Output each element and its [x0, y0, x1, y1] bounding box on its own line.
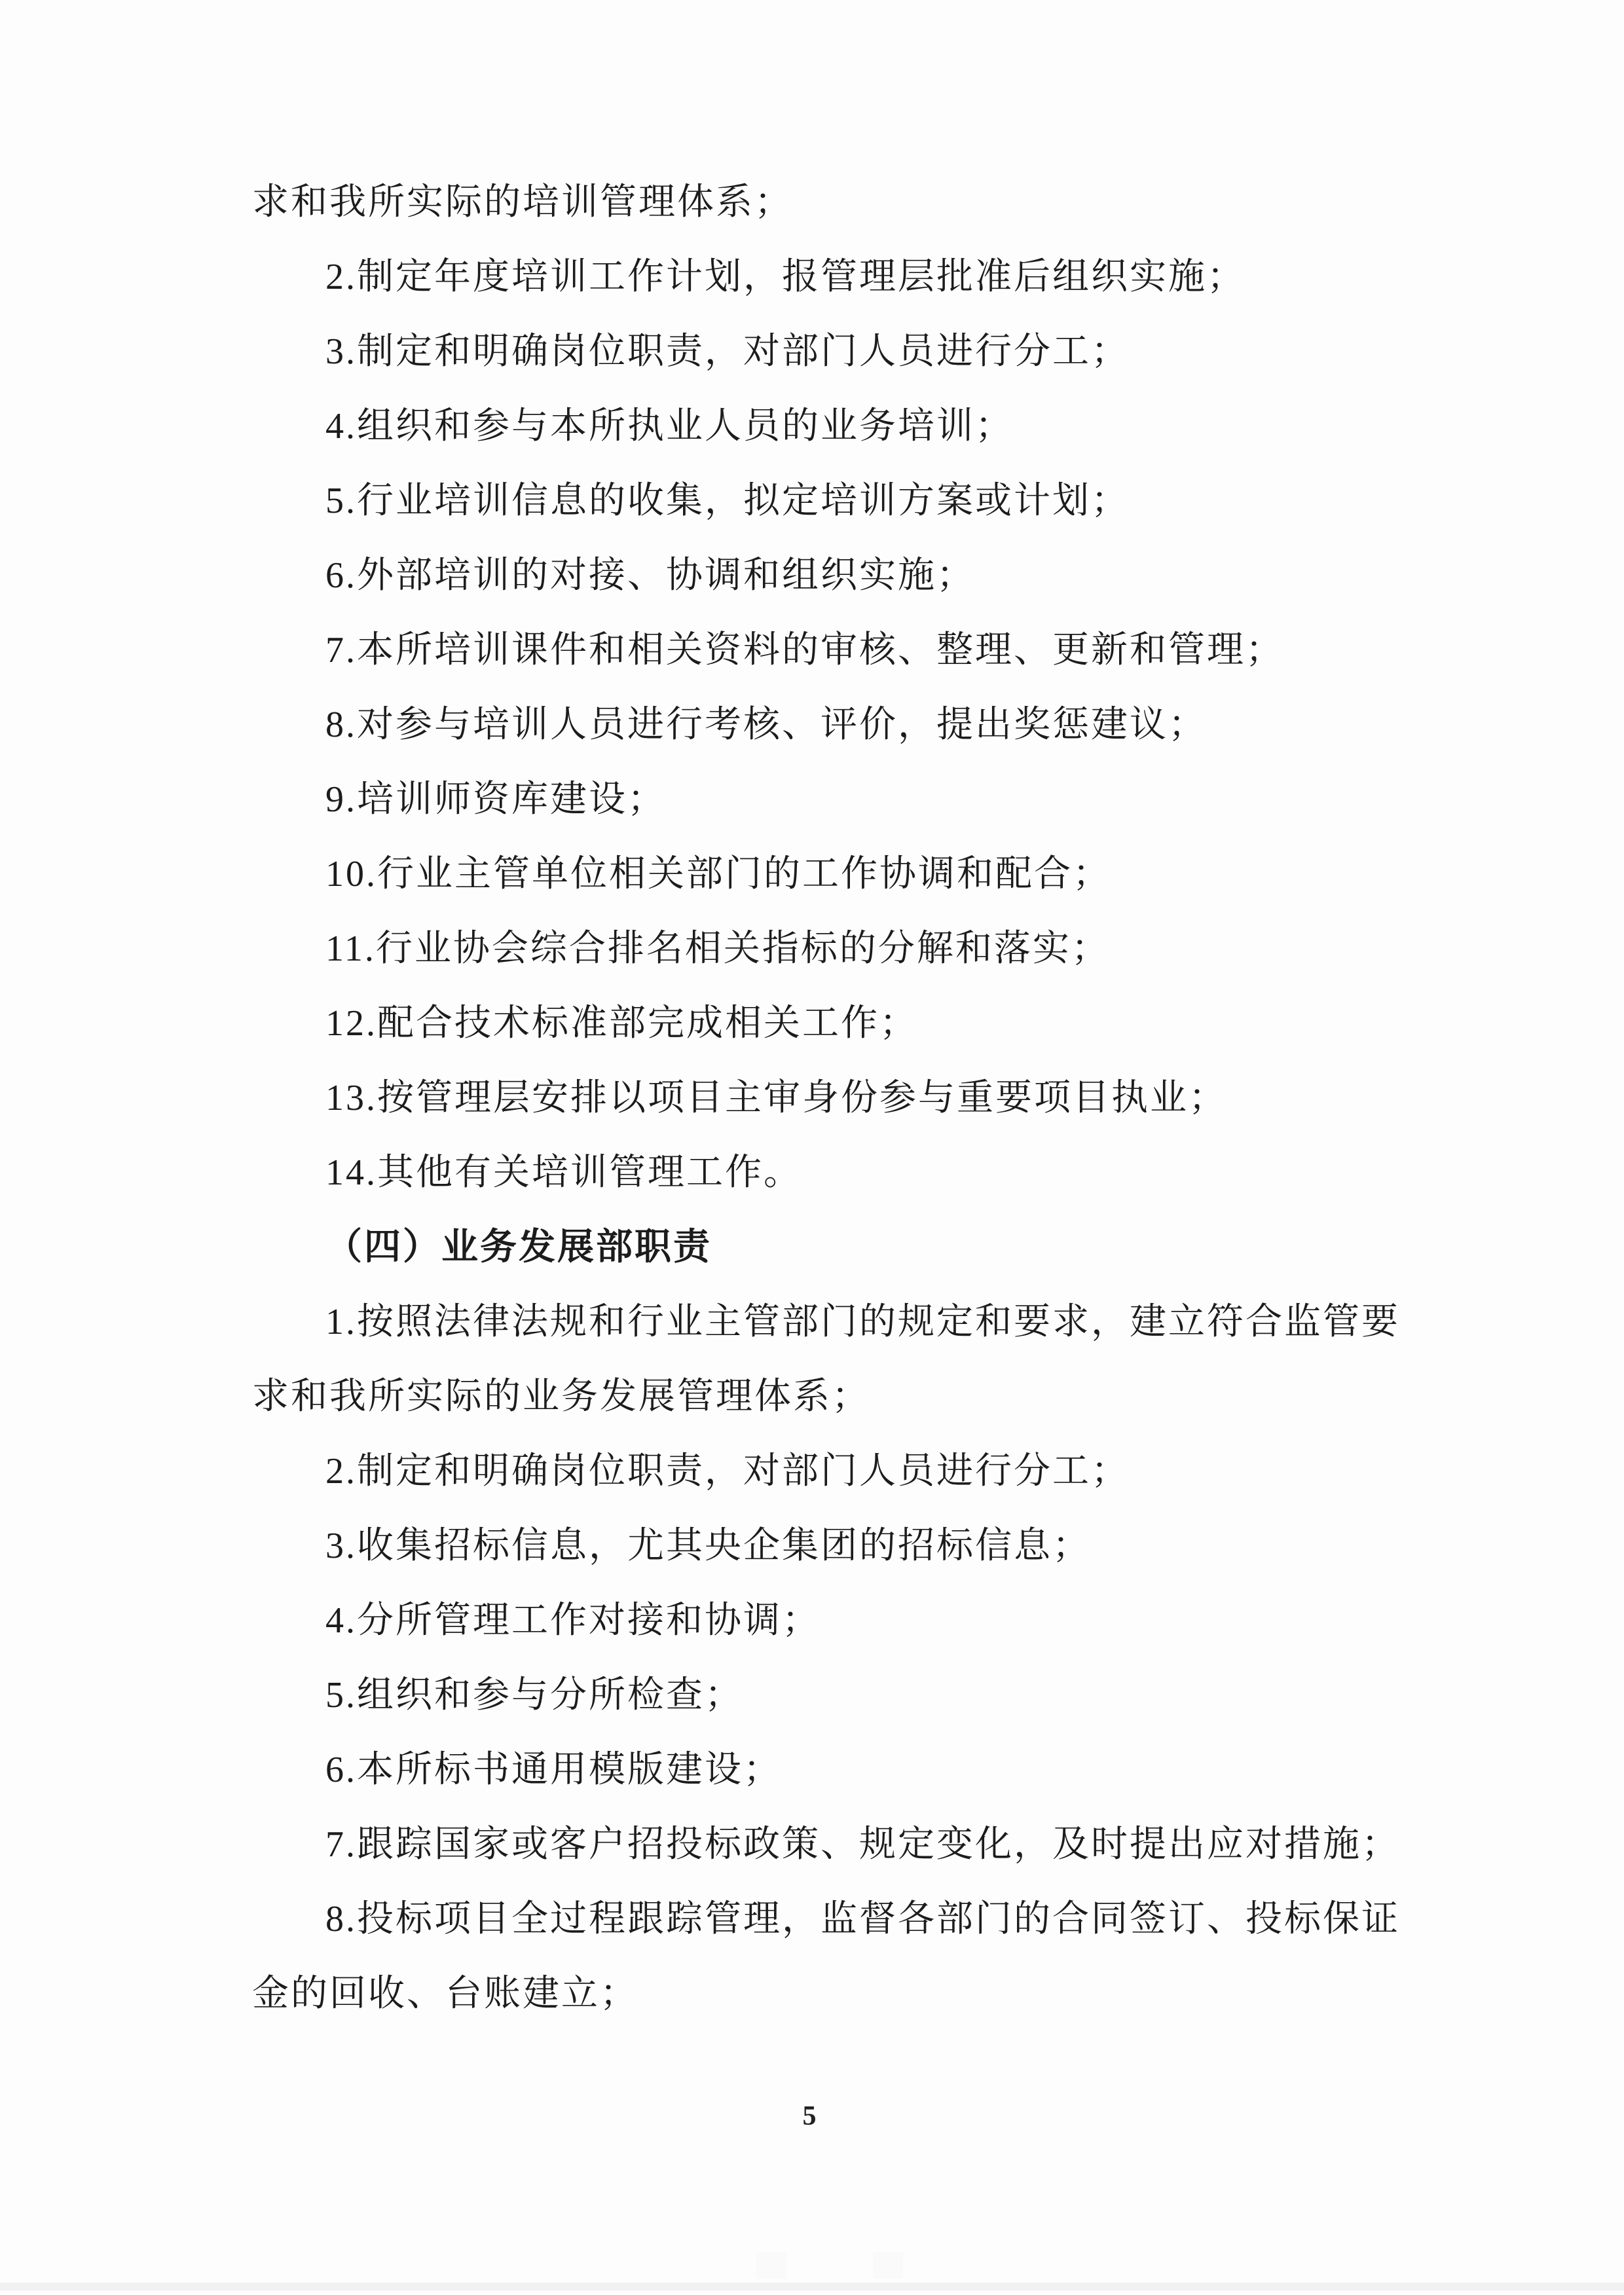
scan-artifact: [756, 2252, 786, 2279]
section-heading: （四）业务发展部职责: [325, 1227, 712, 1268]
document-body: [252, 165, 1506, 2031]
text-line: 求和我所实际的业务发展管理体系；: [252, 1376, 870, 1417]
text-line: 12.配合技术标准部完成相关工作；: [325, 1003, 918, 1044]
text-line: 5.组织和参与分所检查；: [325, 1675, 743, 1716]
text-line: 7.跟踪国家或客户招投标政策、规定变化，及时提出应对措施；: [325, 1824, 1400, 1865]
text-line: 7.本所培训课件和相关资料的审核、整理、更新和管理；: [325, 630, 1284, 670]
text-line: 求和我所实际的培训管理体系；: [252, 182, 793, 223]
text-line: 4.分所管理工作对接和协调；: [325, 1600, 821, 1641]
text-line: 3.制定和明确岗位职责，对部门人员进行分工；: [325, 331, 1130, 372]
text-line: 2.制定年度培训工作计划，报管理层批准后组织实施；: [325, 257, 1246, 297]
text-line: 14.其他有关培训管理工作。: [325, 1152, 802, 1193]
text-line: 9.培训师资库建设；: [325, 779, 666, 820]
text-line: 1.按照法律法规和行业主管部门的规定和要求，建立符合监管要: [325, 1302, 1400, 1342]
text-line: 11.行业协会综合排名相关指标的分解和落实；: [325, 928, 1110, 969]
text-line: 3.收集招标信息，尤其央企集团的招标信息；: [325, 1526, 1091, 1566]
text-line: 8.投标项目全过程跟踪管理，监督各部门的合同签订、投标保证: [325, 1899, 1400, 1939]
scan-edge-artifact: [0, 2283, 1624, 2290]
text-line: 13.按管理层安排以项目主审身份参与重要项目执业；: [325, 1078, 1227, 1118]
text-line: 6.本所标书通用模版建设；: [325, 1750, 782, 1790]
text-line: 2.制定和明确岗位职责，对部门人员进行分工；: [325, 1451, 1130, 1492]
text-line: 10.行业主管单位相关部门的工作协调和配合；: [325, 854, 1111, 894]
text-line: 8.对参与培训人员进行考核、评价，提出奖惩建议；: [325, 705, 1207, 745]
scan-artifact: [873, 2252, 903, 2279]
text-line: 6.外部培训的对接、协调和组织实施；: [325, 555, 975, 596]
text-line: 5.行业培训信息的收集，拟定培训方案或计划；: [325, 481, 1130, 521]
text-line: 4.组织和参与本所执业人员的业务培训；: [325, 406, 1014, 447]
page-number: 5: [802, 2101, 817, 2131]
text-line: 金的回收、台账建立；: [252, 1974, 638, 2014]
